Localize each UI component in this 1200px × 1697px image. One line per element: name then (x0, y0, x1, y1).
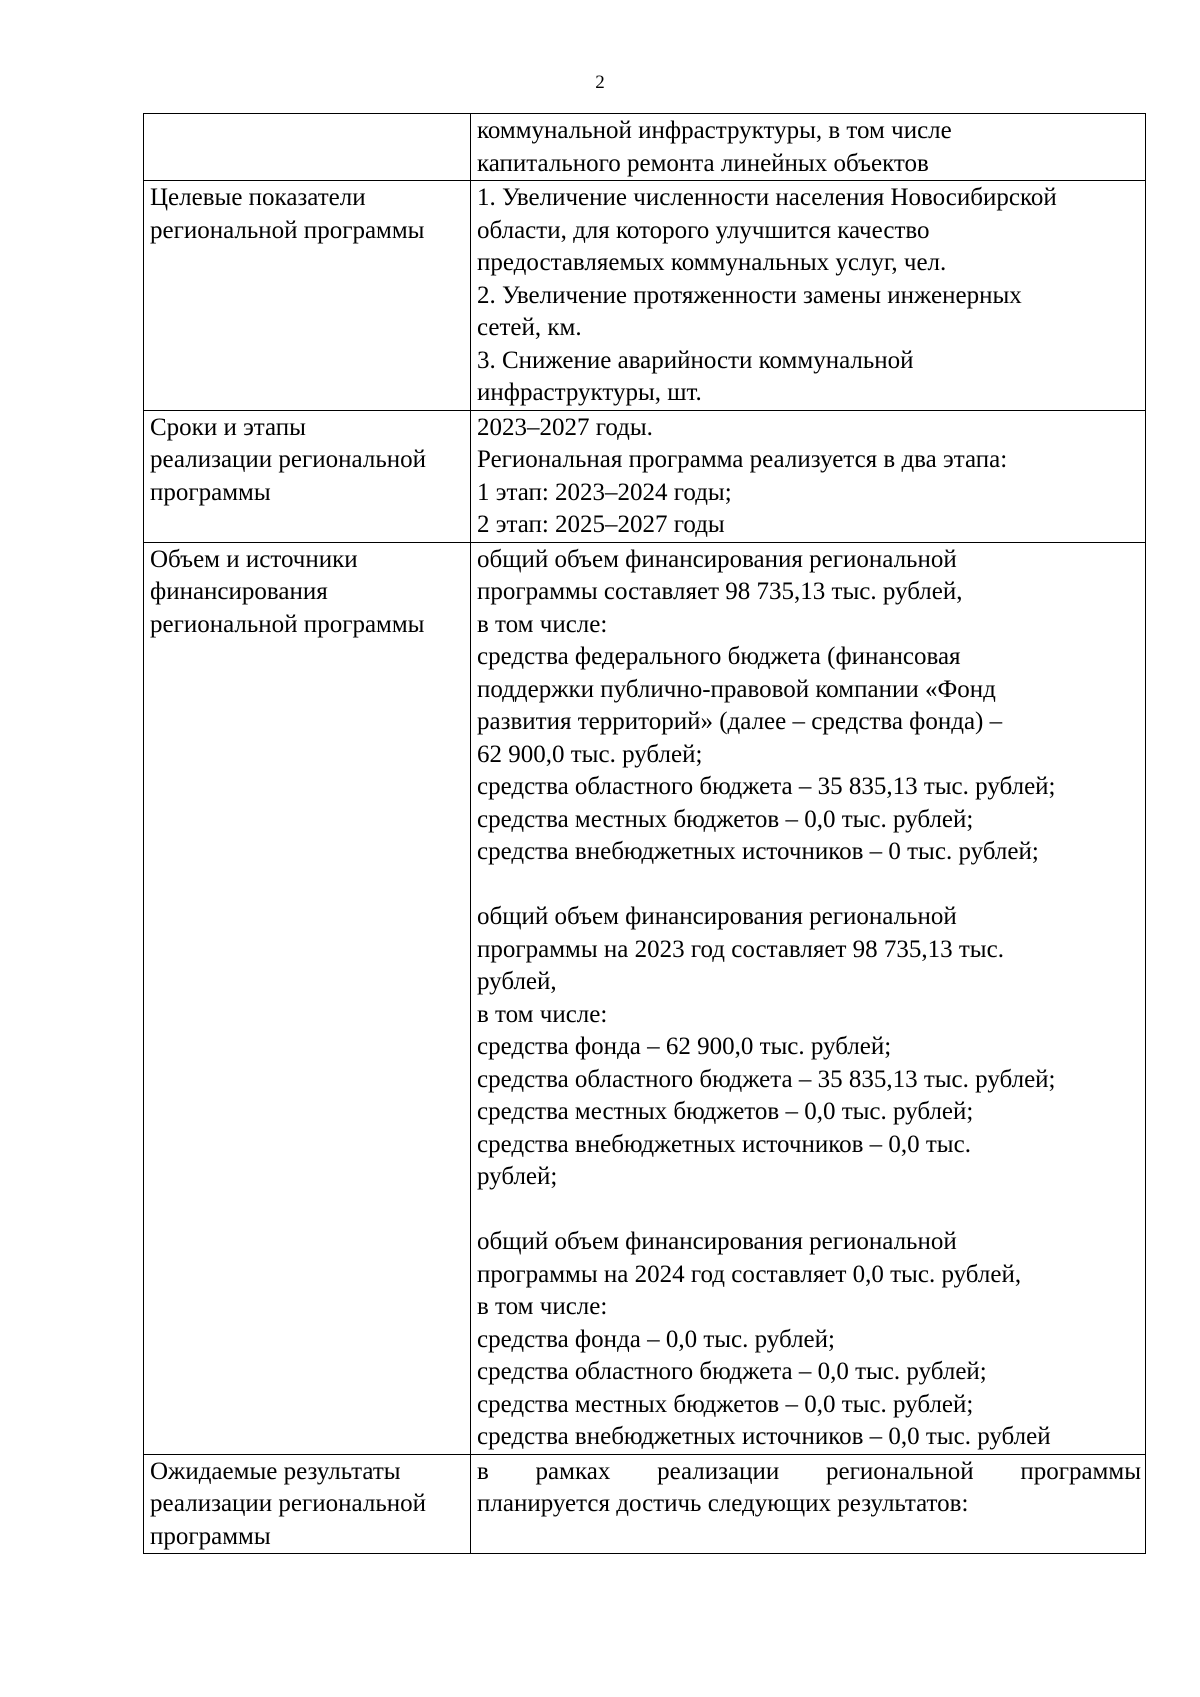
text-line: 62 900,0 тыс. рублей; (477, 740, 703, 768)
program-passport-table (143, 113, 1146, 1554)
table-row-timeframes (144, 410, 1146, 542)
row-label-target-indicators (144, 181, 471, 411)
text-line: средства федерального бюджета (финансовая (477, 643, 961, 670)
text-line: средства внебюджетных источников – 0,0 тыс. рублей (477, 1423, 1051, 1450)
label-line: программы (150, 478, 271, 506)
text-line: общий объем финансирования региональной (477, 1228, 957, 1255)
text-line: программы составляет 98 735,13 тыс. рублей, (477, 578, 963, 605)
text-line: инфраструктуры, шт. (477, 379, 702, 406)
text-line: средства фонда – 62 900,0 тыс. рублей; (477, 1033, 892, 1060)
text-line: предоставляемых коммунальных услуг, чел. (477, 249, 947, 276)
label-line: программы (150, 1522, 271, 1550)
text-line: в том числе: (477, 1293, 608, 1320)
row-label-funding (144, 542, 471, 1454)
text-line-justified: в рамках реализации региональной программы (477, 1457, 1141, 1485)
table-row-target-indicators (144, 181, 1146, 411)
row-label-empty (144, 114, 471, 181)
row-value-continuation (471, 114, 1146, 181)
label-line: Ожидаемые результаты (150, 1457, 401, 1485)
label-line: региональной программы (150, 610, 425, 638)
text-line: средства местных бюджетов – 0,0 тыс. рублей; (477, 1390, 974, 1418)
row-label-timeframes (144, 410, 471, 542)
text-line: рублей, (477, 968, 557, 995)
label-line: Объем и источники (150, 545, 358, 573)
text-line: сетей, км. (477, 314, 582, 341)
funding-2023-block (477, 901, 1141, 1194)
text-line: средства областного бюджета – 35 835,13 тыс. рублей; (477, 1065, 1056, 1093)
text-line: коммунальной инфраструктуры, в том числе (477, 117, 952, 144)
table-row-funding (144, 542, 1146, 1454)
text-line: в том числе: (477, 1000, 608, 1028)
text-line: программы на 2024 год составляет 0,0 тыс. рублей, (477, 1260, 1022, 1288)
text-line: 1. Увеличение численности населения Новосибирской (477, 184, 1057, 211)
text-line: поддержки публично-правовой компании «Фонд (477, 675, 996, 703)
text-line: средства областного бюджета – 0,0 тыс. рублей; (477, 1358, 987, 1385)
row-value-funding (471, 542, 1146, 1454)
label-line: региональной программы (150, 216, 425, 244)
text-line: средства фонда – 0,0 тыс. рублей; (477, 1325, 835, 1353)
label-line: реализации региональной (150, 1490, 426, 1517)
funding-total-block (477, 544, 1141, 869)
text-line: средства внебюджетных источников – 0 тыс. рублей; (477, 838, 1039, 865)
text-line: средства областного бюджета – 35 835,13 тыс. рублей; (477, 773, 1056, 800)
row-value-target-indicators (471, 181, 1146, 411)
page-number: 2 (595, 72, 605, 93)
text-line: 2. Увеличение протяженности замены инженерных (477, 281, 1022, 309)
table-row-expected-results (144, 1454, 1146, 1554)
text-line: средства внебюджетных источников – 0,0 тыс. (477, 1130, 971, 1158)
text-line: средства местных бюджетов – 0,0 тыс. рублей; (477, 1098, 974, 1125)
text-line: общий объем финансирования региональной (477, 545, 957, 573)
label-line: Сроки и этапы (150, 413, 306, 441)
text-line: капитального ремонта линейных объектов (477, 149, 929, 177)
text-line: планируется достичь следующих результатов: (477, 1490, 969, 1517)
text-line: общий объем финансирования региональной (477, 903, 957, 930)
text-line: рублей; (477, 1163, 558, 1190)
text-line: средства местных бюджетов – 0,0 тыс. рублей; (477, 805, 974, 833)
label-line: финансирования (150, 578, 328, 605)
text-line: Региональная программа реализуется в два этапа: (477, 446, 1008, 473)
text-line: развития территорий» (далее – средства фонда) – (477, 708, 1003, 735)
row-value-timeframes (471, 410, 1146, 542)
text-line: 1 этап: 2023–2024 годы; (477, 478, 732, 506)
paragraph-gap (477, 1194, 1141, 1227)
text-line: программы на 2023 год составляет 98 735,13 тыс. (477, 935, 1004, 963)
table-row-continuation (144, 114, 1146, 181)
text-line: в том числе: (477, 610, 608, 638)
label-line: реализации региональной (150, 446, 426, 473)
text-line: 3. Снижение аварийности коммунальной (477, 346, 914, 374)
row-label-expected-results (144, 1454, 471, 1554)
text-line: 2 этап: 2025–2027 годы (477, 511, 725, 538)
funding-2024-block (477, 1226, 1141, 1454)
text-line: 2023–2027 годы. (477, 413, 653, 441)
row-value-expected-results (471, 1454, 1146, 1554)
text-line: области, для которого улучшится качество (477, 216, 930, 244)
paragraph-gap (477, 869, 1141, 902)
label-line: Целевые показатели (150, 184, 366, 211)
